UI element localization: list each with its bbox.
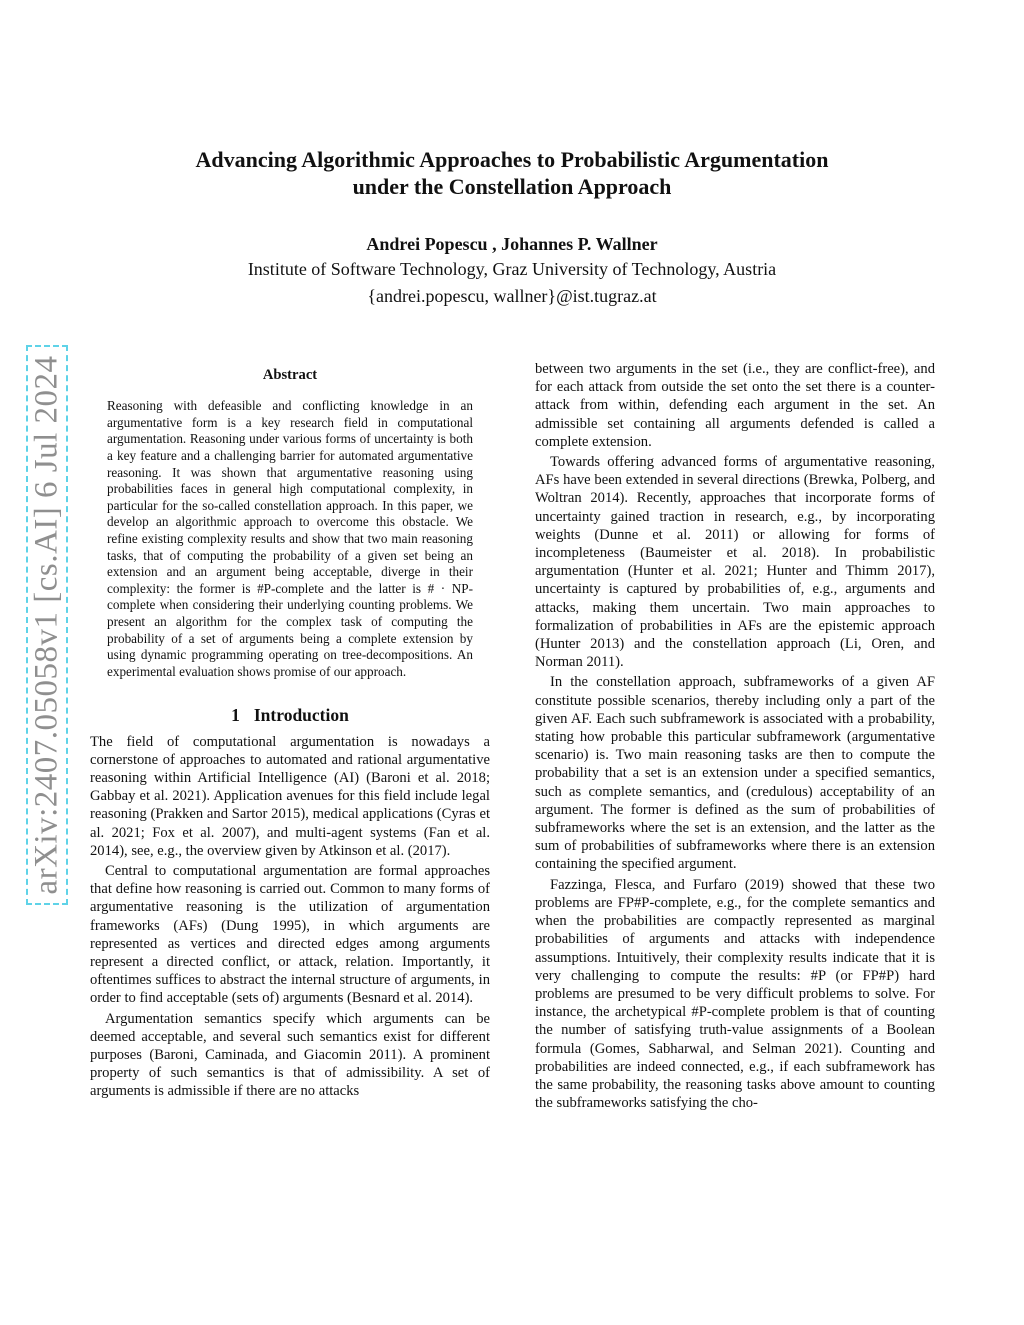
arxiv-identifier-text: arXiv:2407.05058v1 [cs.AI] 6 Jul 2024 (28, 355, 65, 895)
affiliation: Institute of Software Technology, Graz University of Technology, Austria (247, 259, 777, 279)
title-line-1: Advancing Algorithmic Approaches to Probabilistic Argumentation (195, 147, 829, 172)
paper-title (110, 146, 914, 200)
intro-paragraph-5: In the constellation approach, subframeworks of a given AF constitute possible scenarios, thereby including only a part of the given AF. Each such subframework is associated with a probability, stating how probable this particular subframework (argumentative scenario) is. Two main reasoning tasks are then to compute the probability that a set is an extension under a specified semantics, such as complete semantics, and (credulous) acceptability of an argument. The former is defined as the sum of probabilities of subframeworks where the set is an extension, and the latter as the sum of probabilities of subframeworks where there is an extension containing the specified argument. (535, 674, 935, 873)
intro-paragraph-6: Fazzinga, Flesca, and Furfaro (2019) showed that these two problems are FP#P-complete, e.g., for the complete semantics and when the probabilities are compactly represented as marginal probabilities of arguments and attacks with independence assumptions. Intuitively, their complexity results indicate that it is very challenging to compute the results: #P (or FP#P) hard problems are presumed to be very difficult problems to solve. For instance, the archetypical #P-complete problem is that of counting the number of satisfying truth-value assignments of a Boolean formula (Gomes, Sabharwal, and Selman 2021). Counting and probabilities are indeed connected, e.g., if each subframework has the same probability, the reasoning tasks above amount to counting the subframeworks satisfying the cho- (535, 876, 935, 1112)
author-list: Andrei Popescu , Johannes P. Wallner (366, 234, 658, 254)
arxiv-identifier-stamp (26, 345, 68, 905)
section-title: Introduction (253, 705, 349, 726)
abstract-heading: Abstract (262, 367, 318, 383)
intro-paragraph-2: Central to computational argumentation are formal approaches that define how reasoning is carried out. Common to many forms of argumentative reasoning is the utilization of argumentation frameworks (AFs) (Dung 1995), in which arguments are represented as vertices and directed edges among arguments represent a directed conflict, or attack, relation. Importantly, it oftentimes suffices to abstract the internal structure of arguments, in order to find acceptable (sets of) arguments (Besnard et al. 2014). (90, 862, 490, 1007)
title-line-2: under the Constellation Approach (352, 174, 672, 199)
right-column (535, 360, 935, 1112)
intro-paragraph-1: The field of computational argumentation is nowadays a cornerstone of approaches to automated and rational argumentative reasoning within Artificial Intelligence (AI) (Baroni et al. 2018; Gabbay et al. 2021). Application avenues for this field include legal reasoning (Prakken and Sartor 2015), medical applications (Cyras et al. 2021; Fox et al. 2007), and multi-agent systems (Fan et al. 2014), see, e.g., the overview given by Atkinson et al. (2017). (90, 733, 490, 859)
section-number: 1 (231, 705, 240, 726)
author-emails: {andrei.popescu, wallner}@ist.tugraz.at (367, 286, 657, 306)
intro-paragraph-4: Towards offering advanced forms of argumentative reasoning, AFs have been extended in several directions (Brewka, Polberg, and Woltran 2014). Recently, approaches that incorporate forms of uncertainty gained traction in research, e.g., by incorporating weights (Dunne et al. 2011) or allowing for forms of incompleteness (Baumeister et al. 2018). In probabilistic argumentation (Hunter et al. 2021; Hunter and Thimm 2017), uncertainty is captured by probabilities of, e.g., arguments and attacks, making them uncertain. Two main approaches to formalization of probabilities in AFs are the epistemic approach (Hunter 2013) and the constellation approach (Li, Oren, and Norman 2011). (535, 454, 935, 671)
abstract-text: Reasoning with defeasible and conflicting knowledge in an argumentative form is a key research field in computational argumentation. Reasoning under various forms of uncertainty is both a key feature and a challenging barrier for automated argumentative reasoning. It was shown that argumentative reasoning using probabilities faces in general high computational complexity, in particular for the so-called constellation approach. In this paper, we develop an algorithmic approach to overcome this obstacle. We refine existing complexity results and show that two main reasoning tasks, that of computing the probability of a given set being an extension and an argument being acceptable, diverge in their complexity: the former is #P-complete and the latter is # · NP-complete when considering their underlying counting problems. We present an algorithm for the complex task of computing the probability of a set of arguments being a complete extension by using dynamic programming operating on tree-decompositions. An experimental evaluation shows promise of our approach. (107, 398, 473, 679)
intro-paragraph-3: Argumentation semantics specify which arguments can be deemed acceptable, and several such semantics exist for different purposes (Baroni, Caminada, and Giacomin 2011). A prominent property of such semantics is that of admissibility. A set of arguments is admissible if there are no attacks (90, 1010, 490, 1100)
section-heading-introduction (90, 706, 490, 724)
left-column (90, 360, 490, 1101)
intro-paragraph-3-continued: between two arguments in the set (i.e., they are conflict-free), and for each attack from outside the set onto the set there is a counter-attack from within, defending each argument in the set. An admissible set containing all arguments defended is called a complete extension. (535, 361, 935, 450)
